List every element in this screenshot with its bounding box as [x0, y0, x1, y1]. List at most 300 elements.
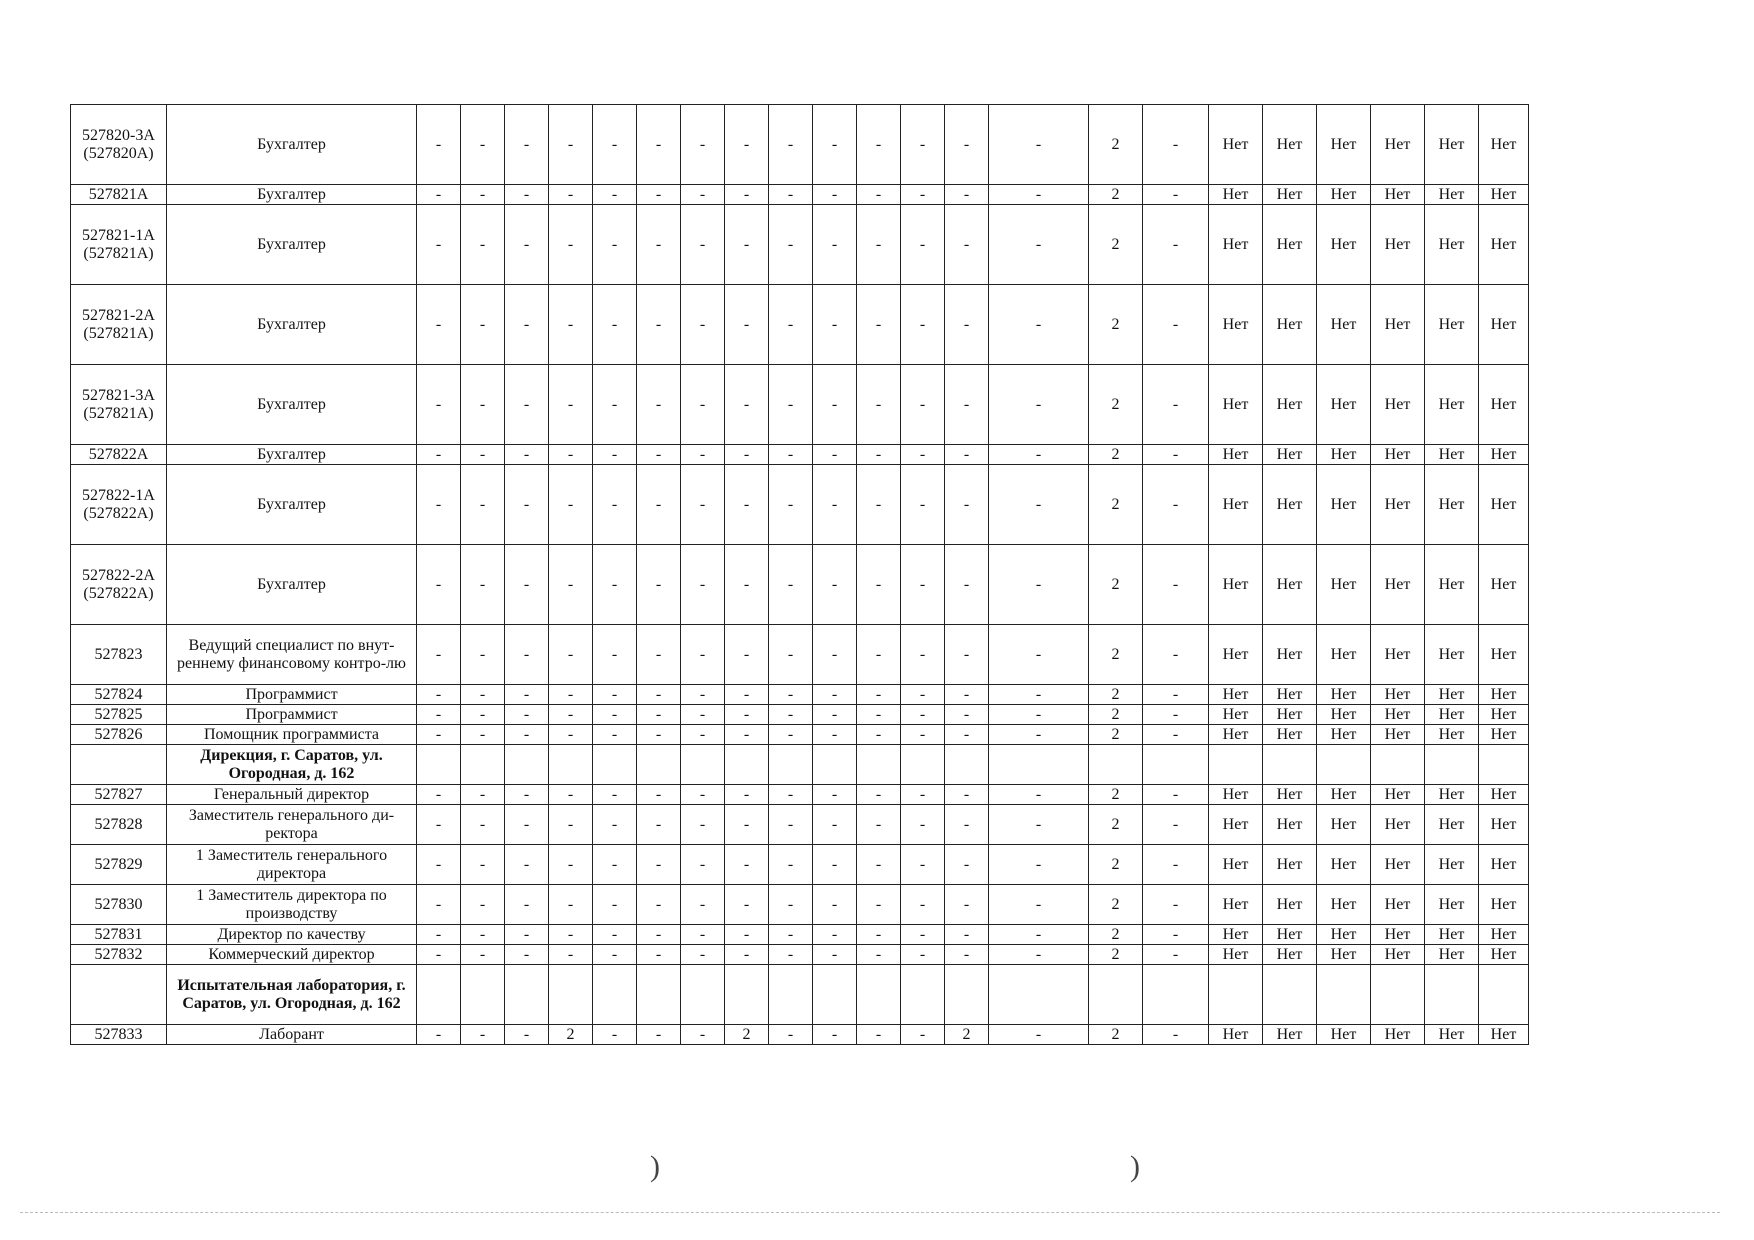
row-cell: Нет: [1317, 545, 1371, 625]
row-cell: Нет: [1317, 1025, 1371, 1045]
row-cell: Нет: [1317, 705, 1371, 725]
row-cell: [1479, 745, 1529, 785]
row-position: Ведущий специалист по внут-реннему финансовому контро-лю: [167, 625, 417, 685]
row-cell: -: [769, 105, 813, 185]
row-cell: [1263, 965, 1317, 1025]
row-cell: Нет: [1317, 465, 1371, 545]
row-cell: -: [901, 465, 945, 545]
row-cell: -: [681, 205, 725, 285]
row-cell: Нет: [1371, 365, 1425, 445]
row-cell: -: [945, 285, 989, 365]
row-cell: -: [461, 285, 505, 365]
row-cell: -: [1143, 105, 1209, 185]
row-cell: -: [945, 725, 989, 745]
table-row: [71, 745, 1529, 785]
row-cell: Нет: [1317, 885, 1371, 925]
row-cell: -: [681, 1025, 725, 1045]
row-cell: [417, 745, 461, 785]
row-cell: -: [989, 545, 1089, 625]
row-cell: -: [637, 445, 681, 465]
row-position: Бухгалтер: [167, 445, 417, 465]
row-cell: Нет: [1425, 205, 1479, 285]
row-position: Бухгалтер: [167, 365, 417, 445]
row-cell: Нет: [1371, 105, 1425, 185]
row-cell: -: [1143, 845, 1209, 885]
row-cell: -: [505, 945, 549, 965]
row-cell: -: [461, 725, 505, 745]
table-row: [71, 185, 1529, 205]
row-position: Бухгалтер: [167, 285, 417, 365]
row-cell: -: [461, 805, 505, 845]
row-cell: -: [681, 105, 725, 185]
row-cell: [637, 745, 681, 785]
row-cell: [417, 965, 461, 1025]
row-cell: -: [637, 685, 681, 705]
row-position: Коммерческий директор: [167, 945, 417, 965]
row-cell: -: [945, 545, 989, 625]
row-cell: Нет: [1479, 885, 1529, 925]
row-cell: Нет: [1479, 1025, 1529, 1045]
row-cell: -: [1143, 705, 1209, 725]
row-cell: -: [681, 625, 725, 685]
row-cell: -: [505, 805, 549, 845]
row-cell: -: [505, 725, 549, 745]
row-cell: -: [637, 805, 681, 845]
row-cell: [637, 965, 681, 1025]
row-cell: -: [461, 705, 505, 725]
row-cell: Нет: [1209, 285, 1263, 365]
row-position: Бухгалтер: [167, 185, 417, 205]
row-cell: [1143, 745, 1209, 785]
row-cell: 2: [1089, 945, 1143, 965]
row-cell: Нет: [1317, 105, 1371, 185]
row-cell: Нет: [1209, 545, 1263, 625]
table-row: [71, 445, 1529, 465]
row-cell: -: [813, 205, 857, 285]
row-cell: Нет: [1479, 705, 1529, 725]
row-cell: -: [769, 365, 813, 445]
row-cell: Нет: [1425, 545, 1479, 625]
row-cell: -: [769, 925, 813, 945]
row-cell: 2: [549, 1025, 593, 1045]
row-cell: -: [549, 845, 593, 885]
row-cell: -: [857, 705, 901, 725]
row-cell: -: [637, 465, 681, 545]
row-cell: -: [637, 1025, 681, 1045]
row-cell: -: [461, 185, 505, 205]
row-cell: -: [505, 625, 549, 685]
row-cell: -: [769, 805, 813, 845]
row-cell: -: [417, 705, 461, 725]
row-cell: [593, 965, 637, 1025]
row-code: 527823: [71, 625, 167, 685]
row-cell: Нет: [1263, 725, 1317, 745]
row-cell: -: [901, 845, 945, 885]
row-cell: -: [637, 205, 681, 285]
row-cell: Нет: [1317, 785, 1371, 805]
row-cell: -: [505, 1025, 549, 1045]
row-cell: Нет: [1479, 445, 1529, 465]
row-cell: Нет: [1263, 105, 1317, 185]
row-cell: [1425, 745, 1479, 785]
row-cell: Нет: [1371, 945, 1425, 965]
row-cell: -: [813, 1025, 857, 1045]
row-cell: -: [769, 785, 813, 805]
row-cell: Нет: [1425, 685, 1479, 705]
row-cell: -: [857, 365, 901, 445]
row-cell: -: [593, 685, 637, 705]
row-cell: -: [989, 445, 1089, 465]
row-cell: [1479, 965, 1529, 1025]
row-cell: -: [725, 185, 769, 205]
row-cell: -: [461, 785, 505, 805]
row-cell: -: [901, 805, 945, 845]
row-cell: -: [725, 445, 769, 465]
row-cell: -: [461, 445, 505, 465]
row-position: Заместитель генерального ди-ректора: [167, 805, 417, 845]
row-cell: -: [989, 685, 1089, 705]
row-position: 1 Заместитель генерального директора: [167, 845, 417, 885]
row-cell: -: [1143, 885, 1209, 925]
row-cell: -: [1143, 625, 1209, 685]
row-cell: -: [461, 885, 505, 925]
row-cell: Нет: [1317, 805, 1371, 845]
row-cell: -: [417, 625, 461, 685]
row-cell: Нет: [1371, 785, 1425, 805]
row-cell: -: [549, 785, 593, 805]
row-cell: 2: [1089, 545, 1143, 625]
row-cell: -: [901, 885, 945, 925]
row-cell: -: [593, 445, 637, 465]
row-cell: Нет: [1263, 845, 1317, 885]
row-cell: Нет: [1479, 805, 1529, 845]
row-cell: [1371, 745, 1425, 785]
row-cell: Нет: [1425, 105, 1479, 185]
row-cell: -: [989, 285, 1089, 365]
scan-mark-right: ): [1130, 1150, 1140, 1183]
row-cell: -: [1143, 205, 1209, 285]
row-cell: -: [505, 885, 549, 925]
row-cell: -: [989, 1025, 1089, 1045]
row-cell: 2: [1089, 725, 1143, 745]
row-cell: -: [417, 545, 461, 625]
row-cell: -: [989, 845, 1089, 885]
row-cell: -: [637, 945, 681, 965]
row-cell: -: [461, 845, 505, 885]
row-cell: Нет: [1479, 105, 1529, 185]
row-cell: Нет: [1209, 1025, 1263, 1045]
table-row: [71, 285, 1529, 365]
row-cell: -: [505, 685, 549, 705]
row-cell: -: [769, 545, 813, 625]
row-cell: 2: [1089, 445, 1143, 465]
row-cell: -: [769, 845, 813, 885]
table-row: [71, 685, 1529, 705]
row-cell: -: [769, 685, 813, 705]
row-cell: -: [769, 945, 813, 965]
row-cell: Нет: [1263, 285, 1317, 365]
row-code: [71, 965, 167, 1025]
row-cell: Нет: [1479, 465, 1529, 545]
row-cell: Нет: [1479, 925, 1529, 945]
row-cell: [725, 745, 769, 785]
row-cell: -: [461, 925, 505, 945]
row-cell: -: [549, 925, 593, 945]
row-cell: 2: [1089, 105, 1143, 185]
row-cell: -: [417, 445, 461, 465]
row-code: 527829: [71, 845, 167, 885]
row-cell: -: [681, 885, 725, 925]
row-cell: Нет: [1425, 705, 1479, 725]
row-cell: Нет: [1371, 545, 1425, 625]
row-cell: -: [945, 945, 989, 965]
row-code: 527822А: [71, 445, 167, 465]
row-cell: -: [857, 465, 901, 545]
row-cell: [813, 745, 857, 785]
row-cell: -: [1143, 725, 1209, 745]
row-cell: -: [901, 545, 945, 625]
row-cell: -: [549, 465, 593, 545]
row-cell: Нет: [1263, 705, 1317, 725]
row-cell: -: [681, 845, 725, 885]
row-cell: -: [417, 945, 461, 965]
row-cell: -: [857, 105, 901, 185]
row-cell: -: [769, 465, 813, 545]
row-cell: -: [593, 105, 637, 185]
row-code: 527833: [71, 1025, 167, 1045]
row-cell: -: [637, 785, 681, 805]
row-cell: [1209, 745, 1263, 785]
row-cell: 2: [1089, 205, 1143, 285]
row-cell: -: [549, 945, 593, 965]
row-cell: -: [945, 625, 989, 685]
row-position: Бухгалтер: [167, 545, 417, 625]
row-cell: -: [637, 365, 681, 445]
row-cell: -: [725, 625, 769, 685]
row-code: 527822-2А (527822А): [71, 545, 167, 625]
row-cell: 2: [725, 1025, 769, 1045]
row-cell: Нет: [1317, 685, 1371, 705]
row-cell: Нет: [1371, 685, 1425, 705]
row-code: [71, 745, 167, 785]
row-cell: Нет: [1425, 845, 1479, 885]
row-cell: [901, 745, 945, 785]
row-cell: -: [637, 285, 681, 365]
row-cell: -: [813, 705, 857, 725]
row-cell: -: [989, 805, 1089, 845]
row-code: 527822-1А (527822А): [71, 465, 167, 545]
row-cell: -: [681, 365, 725, 445]
row-cell: 2: [1089, 785, 1143, 805]
row-cell: -: [901, 365, 945, 445]
row-cell: -: [945, 205, 989, 285]
row-cell: Нет: [1209, 925, 1263, 945]
row-cell: Нет: [1317, 365, 1371, 445]
row-cell: 2: [1089, 705, 1143, 725]
row-cell: -: [637, 845, 681, 885]
row-cell: -: [769, 725, 813, 745]
row-cell: -: [637, 925, 681, 945]
row-cell: -: [593, 285, 637, 365]
row-cell: -: [725, 685, 769, 705]
row-cell: -: [505, 465, 549, 545]
row-cell: -: [505, 365, 549, 445]
row-cell: -: [725, 945, 769, 965]
row-cell: -: [813, 545, 857, 625]
row-cell: -: [549, 545, 593, 625]
row-cell: -: [637, 885, 681, 925]
row-position: Генеральный директор: [167, 785, 417, 805]
row-cell: Нет: [1371, 845, 1425, 885]
row-cell: -: [769, 445, 813, 465]
row-cell: -: [813, 925, 857, 945]
row-cell: [1317, 965, 1371, 1025]
row-cell: -: [417, 465, 461, 545]
row-cell: -: [1143, 465, 1209, 545]
row-cell: [901, 965, 945, 1025]
row-cell: Нет: [1425, 885, 1479, 925]
scan-mark-left: ): [650, 1150, 660, 1183]
row-cell: -: [945, 105, 989, 185]
row-cell: -: [857, 1025, 901, 1045]
row-cell: -: [725, 805, 769, 845]
row-cell: -: [417, 845, 461, 885]
row-cell: Нет: [1479, 725, 1529, 745]
row-cell: -: [549, 885, 593, 925]
row-cell: -: [681, 545, 725, 625]
row-cell: [769, 965, 813, 1025]
row-cell: Нет: [1371, 805, 1425, 845]
row-cell: [989, 965, 1089, 1025]
row-cell: [593, 745, 637, 785]
row-cell: -: [901, 925, 945, 945]
row-cell: Нет: [1371, 445, 1425, 465]
row-cell: Нет: [1479, 625, 1529, 685]
row-cell: Нет: [1263, 885, 1317, 925]
row-cell: -: [1143, 685, 1209, 705]
row-cell: -: [505, 185, 549, 205]
row-cell: Нет: [1479, 285, 1529, 365]
row-cell: -: [989, 105, 1089, 185]
row-cell: Нет: [1371, 465, 1425, 545]
row-cell: 2: [1089, 685, 1143, 705]
section-title: Испытательная лаборатория, г. Саратов, ул. Огородная, д. 162: [167, 965, 417, 1025]
row-code: 527828: [71, 805, 167, 845]
row-cell: Нет: [1317, 445, 1371, 465]
row-code: 527832: [71, 945, 167, 965]
row-cell: Нет: [1425, 1025, 1479, 1045]
row-cell: Нет: [1479, 185, 1529, 205]
row-cell: -: [417, 285, 461, 365]
row-cell: Нет: [1209, 185, 1263, 205]
row-cell: 2: [1089, 925, 1143, 945]
row-cell: -: [725, 545, 769, 625]
row-cell: -: [769, 205, 813, 285]
row-cell: -: [989, 925, 1089, 945]
row-cell: -: [901, 945, 945, 965]
row-cell: -: [813, 685, 857, 705]
row-cell: Нет: [1425, 785, 1479, 805]
row-cell: Нет: [1209, 885, 1263, 925]
table-row: [71, 885, 1529, 925]
row-cell: -: [505, 105, 549, 185]
row-cell: Нет: [1479, 685, 1529, 705]
row-cell: Нет: [1425, 625, 1479, 685]
row-cell: -: [989, 185, 1089, 205]
row-cell: Нет: [1317, 845, 1371, 885]
row-code: 527830: [71, 885, 167, 925]
row-cell: Нет: [1263, 465, 1317, 545]
row-cell: Нет: [1425, 285, 1479, 365]
row-cell: 2: [1089, 365, 1143, 445]
row-code: 527826: [71, 725, 167, 745]
row-cell: Нет: [1263, 445, 1317, 465]
table-row: [71, 465, 1529, 545]
row-cell: -: [1143, 285, 1209, 365]
row-cell: [725, 965, 769, 1025]
row-cell: -: [417, 1025, 461, 1045]
row-cell: Нет: [1317, 945, 1371, 965]
row-cell: -: [461, 625, 505, 685]
row-position: Директор по качеству: [167, 925, 417, 945]
row-cell: [945, 965, 989, 1025]
row-cell: -: [945, 705, 989, 725]
row-cell: Нет: [1371, 885, 1425, 925]
row-cell: -: [989, 205, 1089, 285]
row-cell: -: [1143, 945, 1209, 965]
table-row: [71, 805, 1529, 845]
row-cell: -: [417, 205, 461, 285]
row-cell: [857, 965, 901, 1025]
row-cell: -: [461, 105, 505, 185]
row-cell: -: [1143, 805, 1209, 845]
row-cell: -: [945, 445, 989, 465]
row-cell: -: [549, 185, 593, 205]
row-cell: [461, 965, 505, 1025]
row-cell: Нет: [1371, 285, 1425, 365]
row-cell: [681, 745, 725, 785]
row-cell: Нет: [1425, 465, 1479, 545]
row-cell: -: [1143, 365, 1209, 445]
row-cell: -: [813, 805, 857, 845]
row-cell: -: [857, 545, 901, 625]
row-cell: -: [681, 705, 725, 725]
row-cell: [1089, 965, 1143, 1025]
row-cell: -: [857, 285, 901, 365]
row-cell: -: [1143, 185, 1209, 205]
row-cell: -: [1143, 545, 1209, 625]
row-cell: -: [417, 365, 461, 445]
row-cell: Нет: [1209, 685, 1263, 705]
row-cell: [505, 965, 549, 1025]
row-cell: -: [593, 705, 637, 725]
row-cell: [857, 745, 901, 785]
row-cell: Нет: [1371, 925, 1425, 945]
row-code: 527831: [71, 925, 167, 945]
row-cell: -: [593, 925, 637, 945]
row-cell: 2: [1089, 885, 1143, 925]
row-cell: -: [681, 945, 725, 965]
row-cell: 2: [1089, 625, 1143, 685]
table-row: [71, 625, 1529, 685]
row-position: Программист: [167, 685, 417, 705]
row-cell: -: [505, 705, 549, 725]
row-cell: [1425, 965, 1479, 1025]
row-cell: -: [549, 725, 593, 745]
row-cell: [505, 745, 549, 785]
row-cell: Нет: [1479, 945, 1529, 965]
row-cell: Нет: [1263, 625, 1317, 685]
